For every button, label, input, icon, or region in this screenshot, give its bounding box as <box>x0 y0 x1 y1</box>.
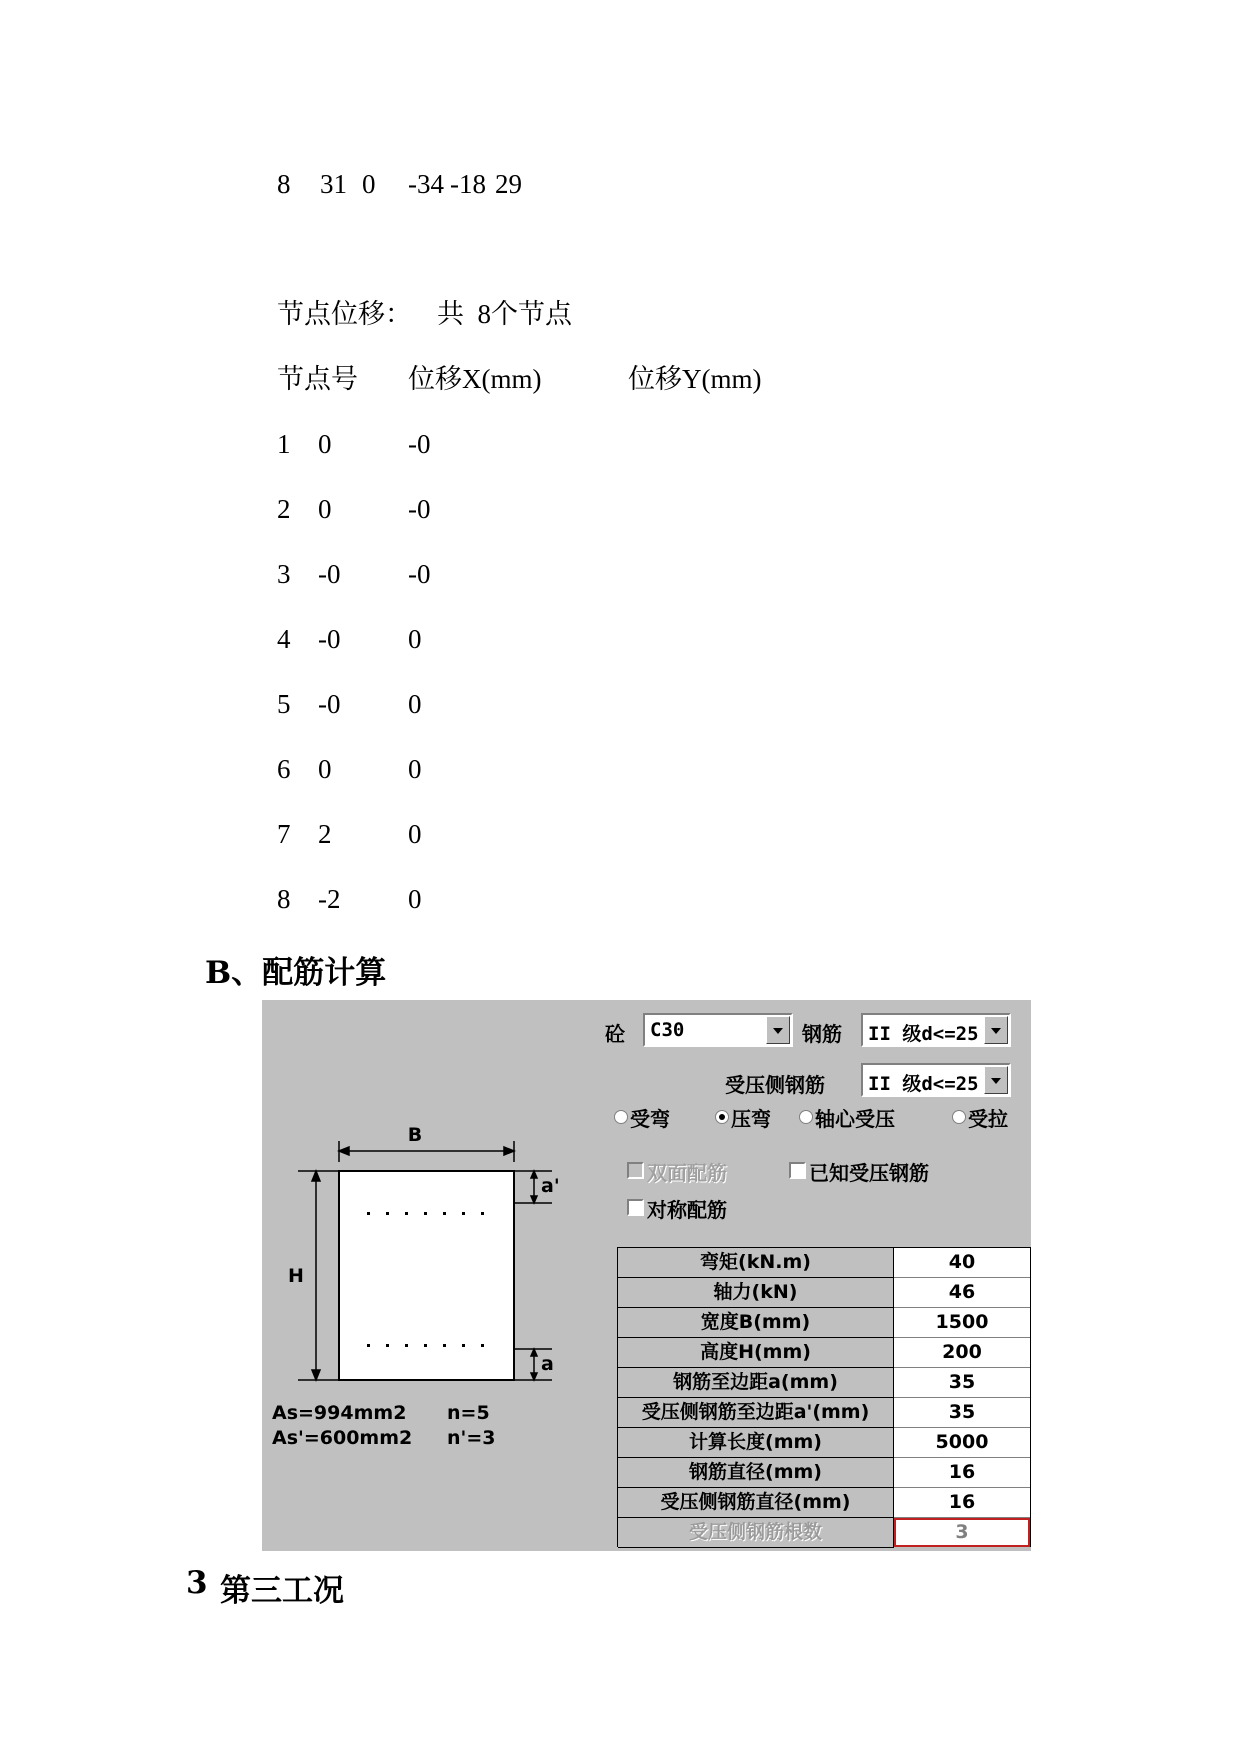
checkbox[interactable] <box>627 1199 644 1216</box>
radio-button[interactable] <box>715 1110 729 1124</box>
param-row <box>618 1398 1030 1428</box>
disp-y-value: 0 <box>408 819 422 849</box>
result-n-prime: n'=3 <box>447 1427 496 1449</box>
node-number: 4 <box>277 624 291 654</box>
checkbox[interactable] <box>789 1162 806 1179</box>
param-value-input[interactable]: 1500 <box>894 1308 1030 1338</box>
param-value-input[interactable]: 3 <box>894 1518 1030 1547</box>
steel-value: II 级d<=25 <box>868 1023 979 1045</box>
param-label: 计算长度(mm) <box>618 1428 894 1458</box>
checkbox-label: 双面配筋 <box>647 1161 727 1185</box>
concrete-value: C30 <box>650 1019 685 1041</box>
steel-label: 钢筋 <box>802 1022 842 1046</box>
element-value: -34 <box>408 169 444 199</box>
dim-h-label: H <box>288 1265 304 1287</box>
param-label: 受压侧钢筋直径(mm) <box>618 1488 894 1518</box>
param-label: 钢筋至边距a(mm) <box>618 1368 894 1398</box>
disp-x-value: 0 <box>318 494 332 524</box>
rebar-dot <box>405 1212 408 1215</box>
displacement-title: 节点位移： <box>277 299 412 329</box>
param-value-input[interactable]: 5000 <box>894 1428 1030 1458</box>
disp-y-value: 0 <box>408 884 422 914</box>
param-label: 钢筋直径(mm) <box>618 1458 894 1488</box>
rebar-dot <box>481 1344 484 1347</box>
rebar-dot <box>367 1344 370 1347</box>
radio-label: 轴心受压 <box>815 1107 895 1131</box>
chevron-down-icon[interactable] <box>984 1066 1008 1094</box>
reinforcement-dialog <box>262 1000 1031 1551</box>
param-value-input[interactable]: 200 <box>894 1338 1030 1368</box>
section-3-number: 3 <box>186 1565 208 1601</box>
param-label: 轴力(kN) <box>618 1278 894 1308</box>
node-number: 2 <box>277 494 291 524</box>
concrete-select[interactable] <box>643 1013 793 1047</box>
radio-label: 受拉 <box>968 1107 1008 1131</box>
disp-y-value: 0 <box>408 754 422 784</box>
param-row <box>618 1518 1030 1548</box>
checkbox-label: 对称配筋 <box>647 1198 727 1222</box>
radio-button[interactable] <box>952 1110 966 1124</box>
header-node: 节点号 <box>277 364 358 394</box>
rebar-dot <box>386 1212 389 1215</box>
radio-button[interactable] <box>614 1110 628 1124</box>
comp-steel-select[interactable] <box>861 1063 1011 1097</box>
param-label: 受压侧钢筋根数 <box>618 1518 894 1548</box>
param-row <box>618 1338 1030 1368</box>
chevron-down-icon[interactable] <box>766 1016 790 1044</box>
node-number: 7 <box>277 819 291 849</box>
disp-y-value: 0 <box>408 624 422 654</box>
param-label: 高度H(mm) <box>618 1338 894 1368</box>
element-value: 29 <box>495 169 522 199</box>
dim-b-label: B <box>407 1124 423 1146</box>
result-as: As=994mm2 <box>272 1402 407 1424</box>
parameter-grid <box>617 1247 1031 1547</box>
steel-select[interactable] <box>861 1013 1011 1047</box>
param-row <box>618 1308 1030 1338</box>
param-row <box>618 1248 1030 1278</box>
section-diagram <box>262 1000 602 1400</box>
rebar-dot <box>424 1344 427 1347</box>
result-n: n=5 <box>447 1402 490 1424</box>
param-value-input[interactable]: 46 <box>894 1278 1030 1308</box>
param-row <box>618 1428 1030 1458</box>
rebar-dot <box>424 1212 427 1215</box>
param-row <box>618 1368 1030 1398</box>
checkbox-label: 已知受压钢筋 <box>809 1161 929 1185</box>
rebar-dot <box>443 1212 446 1215</box>
param-value-input[interactable]: 40 <box>894 1248 1030 1278</box>
radio-label: 压弯 <box>731 1107 771 1131</box>
element-value: -18 <box>450 169 486 199</box>
disp-x-value: 0 <box>318 754 332 784</box>
node-number: 8 <box>277 884 291 914</box>
checkbox[interactable] <box>627 1162 644 1179</box>
rebar-dot <box>367 1212 370 1215</box>
section-3-title: 第三工况 <box>220 1573 344 1609</box>
element-number: 8 <box>277 169 291 199</box>
header-disp-x: 位移X(mm) <box>408 364 542 394</box>
concrete-label: 砼 <box>605 1022 625 1046</box>
element-value: 31 <box>320 169 347 199</box>
element-value: 0 <box>362 169 376 199</box>
comp-steel-label: 受压侧钢筋 <box>725 1073 825 1097</box>
chevron-down-icon[interactable] <box>984 1016 1008 1044</box>
rebar-dot <box>481 1212 484 1215</box>
dim-a-top-label: a' <box>541 1175 560 1197</box>
disp-y-value: -0 <box>408 429 431 459</box>
radio-label: 受弯 <box>630 1107 670 1131</box>
rebar-dot <box>443 1344 446 1347</box>
param-label: 宽度B(mm) <box>618 1308 894 1338</box>
section-b-title: B、配筋计算 <box>205 955 387 991</box>
param-row <box>618 1488 1030 1518</box>
disp-x-value: 0 <box>318 429 332 459</box>
disp-x-value: -0 <box>318 624 341 654</box>
param-label: 受压侧钢筋至边距a'(mm) <box>618 1398 894 1428</box>
comp-steel-value: II 级d<=25 <box>868 1073 979 1095</box>
disp-x-value: -0 <box>318 689 341 719</box>
disp-y-value: -0 <box>408 559 431 589</box>
param-value-input[interactable]: 35 <box>894 1398 1030 1428</box>
header-disp-y: 位移Y(mm) <box>628 364 762 394</box>
node-number: 1 <box>277 429 291 459</box>
disp-y-value: -0 <box>408 494 431 524</box>
rebar-dot <box>405 1344 408 1347</box>
node-number: 6 <box>277 754 291 784</box>
param-row <box>618 1458 1030 1488</box>
param-value-input[interactable]: 16 <box>894 1458 1030 1488</box>
param-row <box>618 1278 1030 1308</box>
dim-a-bottom-label: a <box>541 1353 554 1375</box>
disp-x-value: -0 <box>318 559 341 589</box>
param-value-input[interactable]: 35 <box>894 1368 1030 1398</box>
radio-button[interactable] <box>799 1110 813 1124</box>
node-number: 5 <box>277 689 291 719</box>
disp-x-value: 2 <box>318 819 332 849</box>
disp-x-value: -2 <box>318 884 341 914</box>
rebar-dot <box>386 1344 389 1347</box>
rebar-dot <box>462 1344 465 1347</box>
param-value-input[interactable]: 16 <box>894 1488 1030 1518</box>
node-count: 共 8个节点 <box>437 299 572 329</box>
node-number: 3 <box>277 559 291 589</box>
param-label: 弯矩(kN.m) <box>618 1248 894 1278</box>
rebar-dot <box>462 1212 465 1215</box>
disp-y-value: 0 <box>408 689 422 719</box>
result-as-prime: As'=600mm2 <box>272 1427 413 1449</box>
